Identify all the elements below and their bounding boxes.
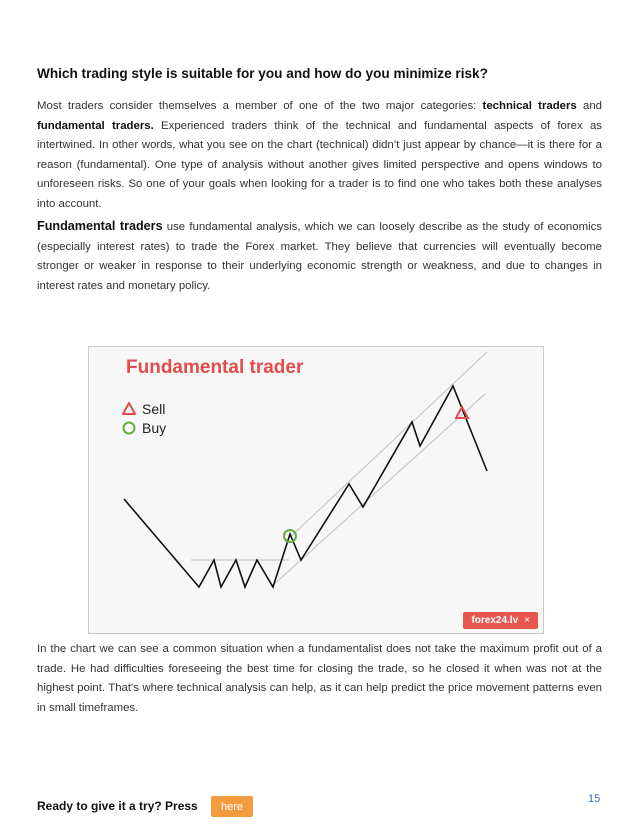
fundamental-traders-lead: Fundamental traders [37, 219, 163, 233]
close-icon: × [524, 615, 530, 626]
price-chart-graphic [89, 347, 544, 634]
figure-legend [122, 399, 166, 437]
intro-text-2: and [576, 100, 603, 112]
here-button[interactable]: here [211, 796, 253, 817]
price-line [124, 386, 487, 587]
legend-buy [122, 418, 166, 437]
fundamental-text: use fundamental analysis, which we can loosely describe as the study of economics (especially interest rates) to trade the Forex market. They believe that currencies will eventually become stronger or weaker in response to their underlying economic strength or weakness, and due to changes in interest rates and monetary policy. [37, 221, 602, 292]
legend-buy-label: Buy [142, 419, 167, 436]
fundamental-trader-figure [88, 346, 544, 634]
legend-sell-label: Sell [142, 400, 166, 417]
section-heading: Which trading style is suitable for you and how do you minimize risk? [37, 66, 488, 81]
triangle-icon [122, 402, 136, 415]
page-number: 15 [588, 793, 601, 805]
technical-traders-term: technical traders [482, 100, 577, 112]
intro-text-3: Experienced traders think of the technical and fundamental aspects of forex as intertwined. In other words, what you see on the chart (technical) didn’t just appear by chance—it is there for a reason (fundamental). One type of analysis without another gives limited perspective and opens windows to unforeseen risks. So one of your goals when looking for a trader is to find one who takes both these analyses into account. [37, 119, 602, 210]
intro-paragraph [37, 97, 602, 214]
fundamental-traders-term: fundamental traders. [37, 119, 154, 132]
figure-title: Fundamental trader [126, 357, 304, 378]
channel-upper-line [285, 352, 487, 542]
sell-marker [456, 407, 468, 418]
source-watermark [463, 612, 538, 629]
intro-text-1: Most traders consider themselves a member of one of the two major categories: [37, 100, 483, 112]
chart-explanation-paragraph: In the chart we can see a common situation when a fundamentalist does not take the maximum profit out of a trade. He had difficulties foreseeing the best time for closing the trade, so he closed it when was not at the highest point. That's where technical analysis can help, as it can help predict the price movement patterns even in small timeframes. [37, 643, 602, 714]
fundamental-paragraph [37, 217, 602, 296]
circle-icon [122, 421, 136, 435]
cta-text: Ready to give it a try? Press [37, 799, 198, 813]
watermark-text: forex24.lv [471, 615, 519, 626]
legend-sell [122, 399, 166, 418]
